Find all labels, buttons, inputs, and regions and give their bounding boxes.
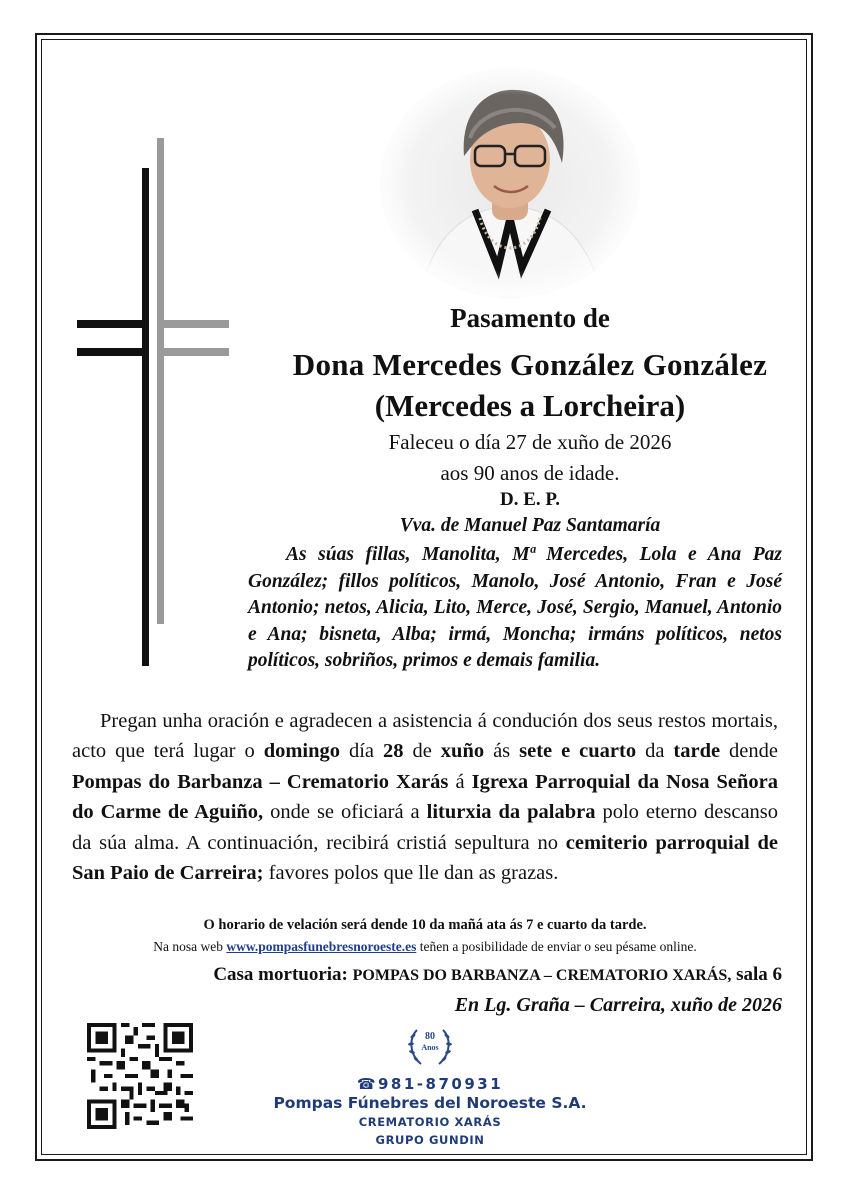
crematorium-name: CREMATORIO XARÁS — [358, 1115, 502, 1129]
body-text: da — [645, 740, 665, 763]
portrait-photo — [380, 68, 640, 298]
cross-bar — [77, 348, 149, 356]
deceased-name: Dona Mercedes González González — [292, 347, 768, 382]
phone-text: 981-870931 — [378, 1075, 504, 1093]
qr-code-icon[interactable] — [87, 1023, 193, 1129]
ceremony-month: xuño — [440, 740, 485, 763]
church-name: Igrexa Parroquial da Nosa Señora do Carme de Aguiño, — [72, 770, 778, 824]
cemetery-name: cemiterio parroquial de San Paio de Carreira; — [72, 831, 779, 885]
departure-place: Pompas do Barbanza – Crematorio Xarás — [72, 770, 449, 793]
phone-icon: ☎ — [356, 1075, 378, 1093]
body-text: Pregan unha oración e agradecen a asistencia á condución dos seus restos mortais, acto que terá lugar o — [72, 710, 778, 763]
rip-text: D. E. P. — [499, 489, 560, 510]
body-text: á — [455, 770, 465, 793]
cross-icon — [142, 168, 149, 666]
ceremony-details — [72, 706, 778, 888]
age-at-death: aos 90 anos de idade. — [440, 461, 620, 485]
website-link[interactable]: www.pompasfunebresnoroeste.es — [226, 939, 417, 954]
funeral-home-room: sala 6 — [736, 964, 782, 985]
funeral-home — [72, 964, 782, 986]
body-text: de — [412, 740, 432, 763]
group-name: GRUPO GUNDIN — [375, 1133, 485, 1147]
liturgy: liturxia da palabra — [426, 801, 596, 824]
ceremony-date: 28 — [383, 740, 404, 763]
ceremony-period: tarde — [673, 740, 721, 763]
body-text: dende — [729, 740, 778, 763]
body-text: polo eterno descanso da súa alma. A continuación, recibirá cristiá sepultura no — [72, 801, 779, 854]
notice-title: Pasamento de — [450, 303, 610, 333]
phone-number[interactable] — [290, 1075, 570, 1093]
body-text: día — [348, 740, 375, 763]
cross-shadow — [157, 138, 164, 624]
deceased-alias: (Mercedes a Lorcheira) — [374, 388, 686, 423]
web-notice — [72, 939, 778, 955]
ceremony-time: sete e cuarto — [519, 740, 637, 763]
web-suffix: teñen a posibilidade de enviar o seu pésame online. — [419, 939, 697, 954]
funeral-home-name: POMPAS DO BARBANZA – CREMATORIO XARÁS, — [352, 967, 732, 984]
place-date: En Lg. Graña – Carreira, xuño de 2026 — [454, 994, 782, 1016]
ceremony-day: domingo — [263, 740, 341, 763]
wake-hours: O horario de velación será dende 10 da mañá ata ás 7 e cuarto da tarde. — [203, 917, 647, 933]
anniversary-badge — [403, 1031, 457, 1053]
badge-number: 80 — [425, 1031, 435, 1042]
body-text: onde se oficiará a — [270, 801, 420, 824]
funeral-home-label: Casa mortuoria: — [213, 964, 348, 985]
company-name: Pompas Fúnebres del Noroeste S.A. — [273, 1094, 587, 1112]
body-text: ás — [493, 740, 511, 763]
web-prefix: Na nosa web — [153, 939, 223, 954]
widow-of: Vva. de Manuel Paz Santamaría — [399, 515, 661, 536]
body-text: favores polos que lle dan as grazas. — [268, 862, 559, 885]
cross-shadow-bar — [157, 348, 229, 356]
badge-word: Anos — [421, 1043, 439, 1052]
cross-shadow-bar — [157, 320, 229, 328]
death-date: Faleceu o día 27 de xuño de 2026 — [388, 430, 672, 454]
cross-bar — [77, 320, 149, 328]
family-list: As súas fillas, Manolita, Mª Mercedes, Lola e Ana Paz González; fillos políticos, Manolo, José Antonio, Fran e José Antonio; netos, Alicia, Lito, Merce, José, Sergio, Manuel, Antonio e Ana; bisneta, Alba; irmá, Moncha; irmáns políticos, netos políticos, sobriños, primos e demais familia. — [248, 544, 782, 672]
